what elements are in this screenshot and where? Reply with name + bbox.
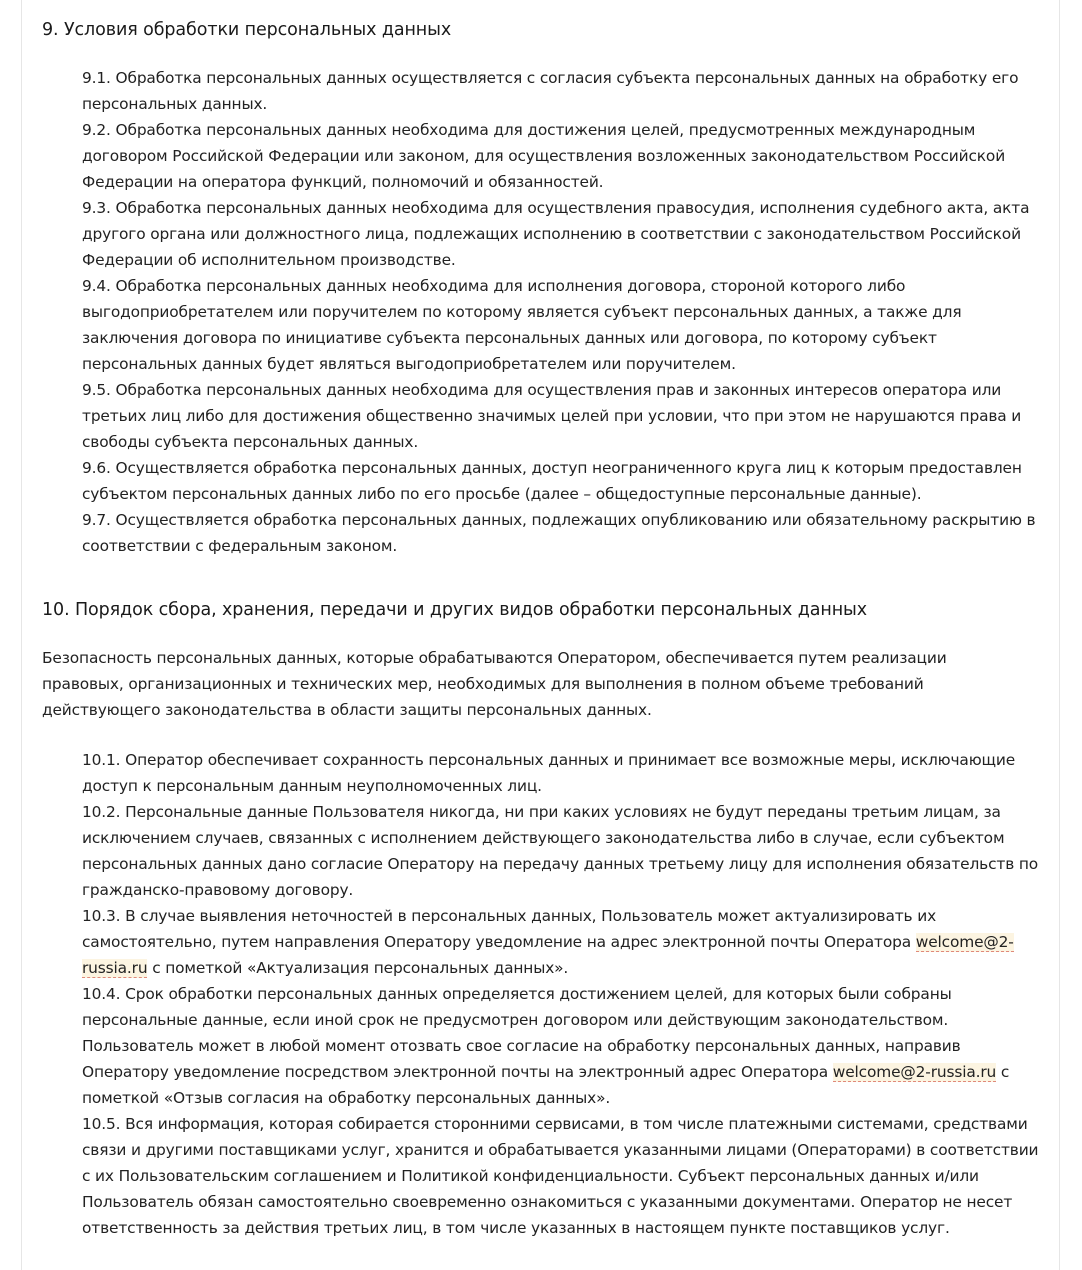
operator-email-link[interactable]: welcome@2-russia.ru: [82, 933, 1014, 977]
clause-9-4: 9.4. Обработка персональных данных необходима для исполнения договора, стороной которого либо выгодоприобретателем или поручителем по которому является субъект персональных данных, а также для заключения договора по инициативе субъекта персональных данных или договора, по которому субъект персональных данных будет являться выгодоприобретателем или поручителем.: [82, 277, 962, 373]
clause-9-3: 9.3. Обработка персональных данных необходима для осуществления правосудия, исполнения судебного акта, акта другого органа или должностного лица, подлежащих исполнению в соответствии с законодательством Российской Федерации об исполнительном производстве.: [82, 199, 1030, 269]
section-10-title: 10. Порядок сбора, хранения, передачи и других видов обработки персональных данных: [42, 600, 868, 620]
clause-9-1: 9.1. Обработка персональных данных осуществляется с согласия субъекта персональных данных на обработку его персональных данных.: [82, 69, 1019, 113]
operator-email-link[interactable]: welcome@2-russia.ru: [832, 1063, 997, 1081]
clause-10-4-text-end: с пометкой «Отзыв согласия на обработку персональных данных».: [82, 1063, 1010, 1107]
clause-10-5: 10.5. Вся информация, которая собирается сторонними сервисами, в том числе платежными системами, средствами связи и другими поставщиками услуг, хранится и обрабатывается указанными лицами (Операторами) в соответствии с их Пользовательским соглашением и Политикой конфиденциальности. Субъект персональных данных и/или Пользователь обязан самостоятельно своевременно ознакомиться с указанными документами. Оператор не несет ответственность за действия третьих лиц, в том числе указанных в настоящем пункте поставщиков услуг.: [82, 1115, 1039, 1237]
section-9-list: [82, 65, 1042, 559]
clause-10-1: 10.1. Оператор обеспечивает сохранность персональных данных и принимает все возможные меры, исключающие доступ к персональным данным неуполномоченных лиц.: [82, 751, 1016, 795]
clause-10-3-text-start: 10.3. В случае выявления неточностей в персональных данных, Пользователь может актуализировать их самостоятельно, путем направления Оператору уведомление на адрес электронной почты Оператора: [82, 907, 937, 951]
clause-10-4: [82, 981, 1042, 1111]
clause-10-2: 10.2. Персональные данные Пользователя никогда, ни при каких условиях не будут переданы третьим лицам, за исключением случаев, связанных с исполнением действующего законодательства либо в случае, если субъектом персональных данных дано согласие Оператору на передачу данных третьему лицу для исполнения обязательств по гражданско-правовому договору.: [82, 803, 1039, 899]
clause-10-3-text-end: с пометкой «Актуализация персональных данных».: [147, 959, 569, 977]
clause-9-5: 9.5. Обработка персональных данных необходима для осуществления прав и законных интересов оператора или третьих лиц либо для достижения общественно значимых целей при условии, что при этом не нарушаются права и свободы субъекта персональных данных.: [82, 381, 1022, 451]
clause-9-2: 9.2. Обработка персональных данных необходима для достижения целей, предусмотренных международным договором Российской Федерации или законом, для осуществления возложенных законодательством Российской Федерации на оператора функций, полномочий и обязанностей.: [82, 121, 1006, 191]
clause-9-6: 9.6. Осуществляется обработка персональных данных, доступ неограниченного круга лиц к которым предоставлен субъектом персональных данных либо по его просьбе (далее – общедоступные персональные данные).: [82, 459, 1022, 503]
section-10-intro: Безопасность персональных данных, которые обрабатываются Оператором, обеспечивается путем реализации правовых, организационных и технических мер, необходимых для выполнения в полном объеме требований действующего законодательства в области защиты персональных данных.: [42, 649, 947, 719]
clause-9-7: 9.7. Осуществляется обработка персональных данных, подлежащих опубликованию или обязательному раскрытию в соответствии с федеральным законом.: [82, 511, 1036, 555]
section-9-title: 9. Условия обработки персональных данных: [42, 20, 452, 40]
clause-10-4-text-start: 10.4. Срок обработки персональных данных определяется достижением целей, для которых были собраны персональные данные, если иной срок не предусмотрен договором или действующим законодательством. Пользователь может в любой момент отозвать свое согласие на обработку персональных данных, направив Оператору уведомление посредством электронной почты на электронный адрес Оператора: [82, 985, 961, 1081]
clause-10-3: [82, 903, 1042, 981]
section-10-list: [82, 747, 1042, 1241]
